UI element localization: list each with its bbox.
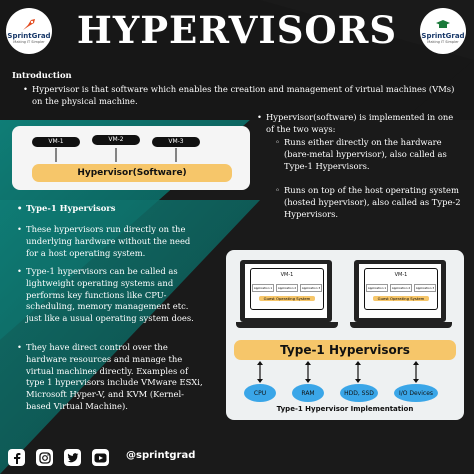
brand-name: SprintGrad bbox=[7, 32, 51, 40]
app-label: Application 2 bbox=[391, 286, 411, 290]
intro-text: • Hypervisor is that software which enables the creation and management of virtual machines (VMs) on the physical machine. bbox=[32, 84, 462, 108]
vm-label: VM-1 bbox=[280, 272, 294, 278]
brand-tagline-right: Making IT Simpler bbox=[427, 40, 459, 44]
app-label: Application 3 bbox=[415, 286, 435, 290]
connector-arrows bbox=[12, 146, 250, 164]
impl-way: ◦ Runs either directly on the hardware (bare-metal hypervisor), also called as Type-1 Hypervisors. bbox=[284, 137, 464, 172]
hardware-arrows bbox=[226, 360, 464, 384]
type1-point: • They have direct control over the hardware resources and manage the virtual machines directly. Examples of type 1 hypervisors include VMware ESXi, Microsoft Hyper-V, and KVM (Kernel-based Virtual Machine). bbox=[26, 342, 204, 413]
laptop bbox=[350, 260, 452, 332]
facebook-icon[interactable] bbox=[8, 449, 25, 466]
diagram-caption: Type-1 Hypervisor Implementation bbox=[276, 405, 414, 413]
type1-point: • These hypervisors run directly on the underlying hardware without the need for a host operating system. bbox=[26, 224, 204, 259]
type1-hypervisor-bar: Type-1 Hypervisors bbox=[234, 340, 456, 360]
youtube-icon[interactable] bbox=[92, 449, 109, 466]
guest-os-label: Guest Operating System bbox=[373, 296, 429, 301]
hardware-io: I/O Devices bbox=[394, 384, 438, 402]
laptop bbox=[236, 260, 338, 332]
vm-box: VM-1 bbox=[32, 137, 80, 147]
social-handle[interactable]: @sprintgrad bbox=[126, 450, 196, 461]
intro-heading: Introduction bbox=[12, 70, 72, 80]
type1-point: • Type-1 hypervisors can be called as lightweight operating systems and performs key functions like CPU-scheduling, memory management etc. just like a usual operating system does. bbox=[26, 266, 204, 325]
impl-way: ◦ Runs on top of the host operating system (hosted hypervisor), also called as Type-2 Hypervisors. bbox=[284, 185, 464, 220]
hypervisor-bar: Hypervisor(Software) bbox=[32, 164, 232, 182]
hardware-cpu: CPU bbox=[244, 384, 276, 402]
app-label: Application 3 bbox=[301, 286, 321, 290]
twitter-icon[interactable] bbox=[64, 449, 81, 466]
type1-heading: • Type-1 Hypervisors bbox=[26, 203, 115, 215]
type1-implementation-diagram bbox=[226, 250, 464, 420]
hardware-storage: HDD, SSD bbox=[340, 384, 378, 402]
hardware-ram: RAM bbox=[292, 384, 324, 402]
impl-text: • Hypervisor(software) is implemented in one of the two ways: bbox=[266, 112, 464, 136]
app-label: Application 2 bbox=[277, 286, 297, 290]
hypervisor-diagram bbox=[12, 126, 250, 190]
vm-box: VM-2 bbox=[92, 135, 140, 145]
instagram-icon[interactable] bbox=[36, 449, 53, 466]
app-label: Application 1 bbox=[367, 286, 387, 290]
app-label: Application 1 bbox=[253, 286, 273, 290]
page-title: HYPERVISORS bbox=[76, 8, 398, 52]
brand-tagline: Making IT Simpler bbox=[13, 40, 45, 44]
brand-name-right: SprintGrad bbox=[421, 32, 465, 40]
vm-label: VM-1 bbox=[394, 272, 408, 278]
vm-box: VM-3 bbox=[152, 137, 200, 147]
guest-os-label: Guest Operating System bbox=[259, 296, 315, 301]
